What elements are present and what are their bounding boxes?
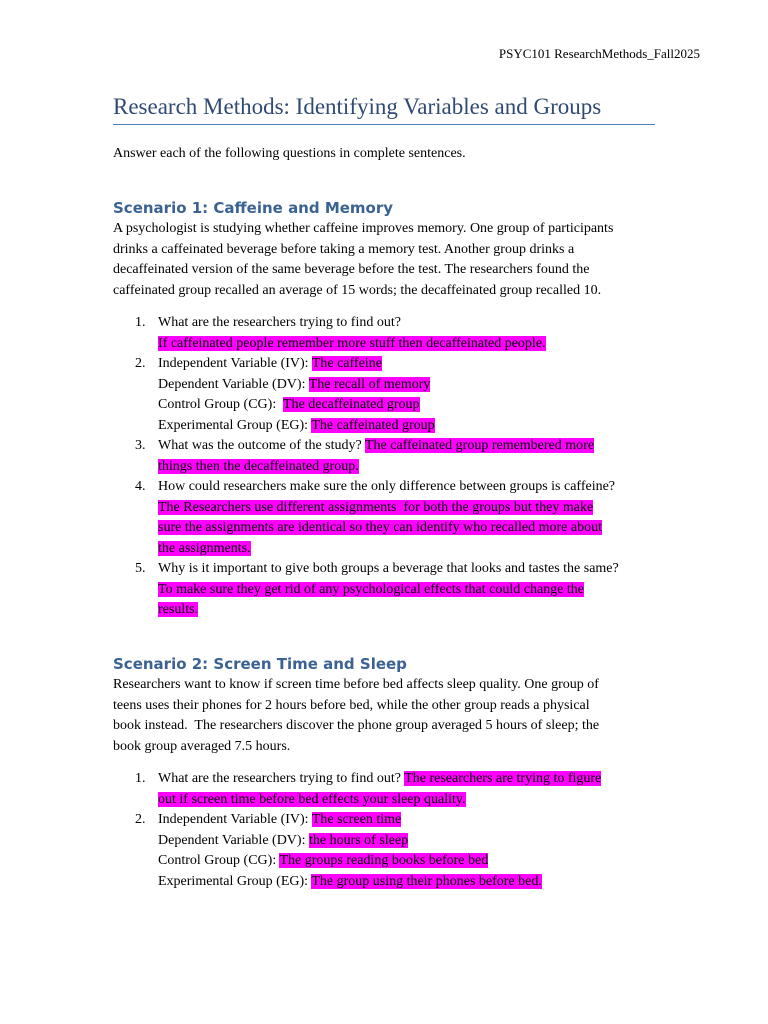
iv-label: Independent Variable (IV): [158, 356, 312, 371]
answer-highlight: The caffeine [311, 356, 382, 371]
question-item [113, 477, 673, 559]
answer-highlight: The recall of memory [308, 376, 431, 392]
dv-label: Dependent Variable (DV): [158, 376, 309, 392]
scenario-1-description [113, 219, 658, 301]
answer-highlight: the hours of sleep [308, 832, 409, 848]
answer-highlight: The caffeinated group remembered more [364, 438, 595, 453]
scenario-1-heading: Scenario 1: Caffeine and Memory [113, 199, 394, 217]
question-text: How could researchers make sure the only difference between groups is caffeine? [158, 479, 616, 494]
answer-highlight: If caffeinated people remember more stuff then decaffeinated people. [158, 335, 546, 351]
eg-label: Experimental Group (EG): [158, 417, 312, 433]
paragraph-line: A psychologist is studying whether caffeine improves memory. One group of participants [113, 221, 614, 236]
question-item [113, 313, 673, 354]
paragraph-line: decaffeinated version of the same beverage before the test. The researchers found the [113, 262, 590, 277]
question-number: 2. [135, 812, 146, 827]
question-item [113, 436, 673, 477]
answer-highlight: The caffeinated group [311, 417, 435, 433]
paragraph-line: Researchers want to know if screen time before bed affects sleep quality. One group of [113, 677, 599, 692]
answer-highlight: The Researchers use different assignments for both the groups but they make [158, 499, 594, 515]
scenario-2-heading: Scenario 2: Screen Time and Sleep [113, 655, 407, 673]
question-text: What was the outcome of the study? [158, 438, 365, 453]
scenario-1-questions [113, 313, 673, 621]
question-number: 5. [135, 561, 146, 576]
answer-highlight: out if screen time before bed effects your sleep quality. [158, 791, 466, 807]
answer-highlight: To make sure they get rid of any psychological effects that could change the [158, 581, 585, 597]
answer-highlight: things then the decaffeinated group. [158, 458, 359, 474]
question-text: Why is it important to give both groups a beverage that looks and tastes the same? [158, 561, 619, 576]
question-text: What are the researchers trying to find out? [158, 315, 401, 330]
answer-highlight: The groups reading books before bed [279, 853, 489, 868]
answer-highlight: sure the assignments are identical so they can identify who recalled more about [158, 520, 602, 535]
answer-highlight: The researchers are trying to figure [404, 771, 602, 786]
question-number: 1. [135, 315, 146, 330]
scenario-2-questions [113, 769, 673, 892]
eg-label: Experimental Group (EG): [158, 873, 312, 889]
question-item [113, 810, 673, 892]
answer-highlight: The decaffeinated group [282, 397, 420, 412]
page-title: Research Methods: Identifying Variables and Groups [113, 94, 655, 125]
document-header: PSYC101 ResearchMethods_Fall2025 [498, 46, 700, 61]
paragraph-line: caffeinated group recalled an average of 15 words; the decaffeinated group recalled 10. [113, 282, 602, 298]
scenario-2-description [113, 675, 658, 757]
question-number: 3. [135, 438, 146, 453]
paragraph-line: teens uses their phones for 2 hours before bed, while the other group reads a physical [113, 697, 590, 713]
answer-highlight: The group using their phones before bed. [311, 873, 542, 889]
question-text: What are the researchers trying to find out? [158, 771, 405, 786]
question-number: 2. [135, 356, 146, 371]
question-item [113, 354, 673, 436]
cg-label: Control Group (CG): [158, 397, 283, 412]
answer-highlight: results. [158, 602, 199, 617]
question-item [113, 559, 673, 621]
paragraph-line: book group averaged 7.5 hours. [113, 738, 291, 754]
instructions: Answer each of the following questions in complete sentences. [113, 146, 466, 161]
paragraph-line: book instead. The researchers discover the phone group averaged 5 hours of sleep; the [113, 718, 600, 733]
cg-label: Control Group (CG): [158, 853, 280, 868]
question-number: 4. [135, 479, 146, 494]
answer-highlight: the assignments. [158, 540, 251, 556]
question-item [113, 769, 673, 810]
answer-highlight: The screen time [311, 812, 402, 827]
iv-label: Independent Variable (IV): [158, 812, 312, 827]
question-number: 1. [135, 771, 146, 786]
dv-label: Dependent Variable (DV): [158, 832, 309, 848]
paragraph-line: drinks a caffeinated beverage before taking a memory test. Another group drinks a [113, 241, 575, 257]
